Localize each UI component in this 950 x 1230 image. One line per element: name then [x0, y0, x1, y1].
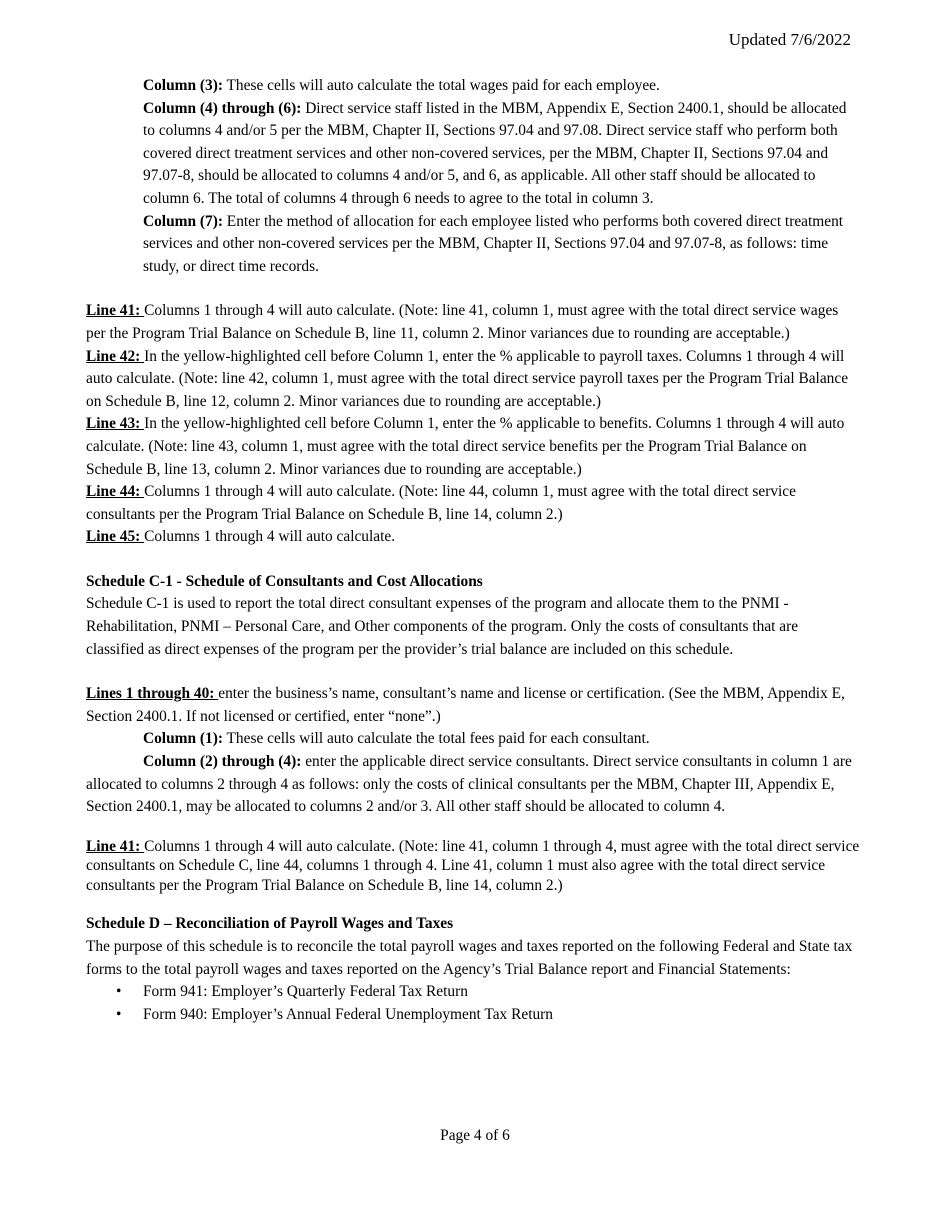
form-940-text: Form 940: Employer’s Annual Federal Unemployment Tax Return	[143, 1005, 553, 1023]
c1-column-1-label: Column (1):	[143, 730, 223, 748]
c1-column-1-paragraph	[86, 728, 860, 751]
lines-1-40-paragraph	[86, 683, 860, 728]
line-45-label: Line 45:	[86, 528, 145, 546]
c1-line-41-label: Line 41:	[86, 837, 145, 855]
line-41-paragraph	[86, 300, 860, 345]
line-42-label: Line 42:	[86, 347, 145, 365]
c1-line-41-paragraph	[86, 837, 860, 896]
line-45-text: Columns 1 through 4 will auto calculate.	[144, 528, 396, 546]
line-43-label: Line 43:	[86, 415, 145, 433]
schedule-d-heading: Schedule D – Reconciliation of Payroll Wages and Taxes	[86, 915, 454, 933]
column-7-label: Column (7):	[143, 212, 223, 230]
line-43-paragraph	[86, 413, 860, 481]
tax-form-list	[86, 981, 860, 1026]
column-3-paragraph	[86, 75, 860, 98]
bullet-icon: •	[116, 1005, 122, 1023]
line-43-text: In the yellow-highlighted cell before Column 1, enter the % applicable to benefits. Columns 1 through 4 will auto calculate. (Note: line 43, column 1, must agree with the total direct service benefits per the Program Trial Balance on Schedule B, line 13, column 2. Minor variances due to rounding are acceptable.)	[86, 415, 845, 478]
schedule-c1-intro: Schedule C-1 is used to report the total direct consultant expenses of the program and allocate them to the PNMI -Rehabilitation, PNMI – Personal Care, and Other components of the program. Only the costs of consultants that are classified as direct expenses of the program per the provider’s trial balance are included on this schedule.	[86, 595, 799, 658]
page-number: Page 4 of 6	[440, 1127, 510, 1144]
line-44-label: Line 44:	[86, 483, 145, 501]
c1-column-2-4-text: enter the applicable direct service consultants. Direct service consultants in column 1 are allocated to columns 2 through 4 as follows: only the costs of clinical consultants per the MBM, Chapter III, Appendix E, Section 2400.1, may be allocated to columns 2 and/or 3. All other staff should be allocated to column 4.	[86, 753, 852, 816]
schedule-c1-heading: Schedule C-1 - Schedule of Consultants and Cost Allocations	[86, 572, 483, 590]
line-44-paragraph	[86, 481, 860, 526]
column-7-paragraph	[86, 211, 860, 279]
column-3-text: These cells will auto calculate the total wages paid for each employee.	[222, 77, 660, 94]
c1-column-2-4-paragraph	[86, 751, 860, 819]
column-4-6-label: Column (4) through (6):	[143, 99, 302, 117]
form-941-text: Form 941: Employer’s Quarterly Federal Tax Return	[143, 983, 468, 1001]
page-content	[86, 75, 860, 1026]
lines-1-40-text: enter the business’s name, consultant’s name and license or certification. (See the MBM, Appendix E, Section 2400.1. If not licensed or certified, enter “none”.)	[86, 685, 845, 725]
column-3-label: Column (3):	[143, 77, 223, 94]
line-44-text: Columns 1 through 4 will auto calculate. (Note: line 44, column 1, must agree with the total direct service consultants per the Program Trial Balance on Schedule B, line 14, column 2.)	[86, 483, 796, 523]
c1-column-1-text: These cells will auto calculate the total fees paid for each consultant.	[222, 730, 650, 748]
c1-column-2-4-label: Column (2) through (4):	[143, 753, 302, 771]
c1-line-41-text: Columns 1 through 4 will auto calculate. (Note: line 41, column 1 through 4, must agree with the total direct service consultants on Schedule C, line 44, columns 1 through 4. Line 41, column 1 must also agree with the total direct service consultants per the Program Trial Balance on Schedule B, line 14, column 2.)	[86, 837, 860, 894]
line-41-label: Line 41:	[86, 302, 145, 320]
line-45-paragraph	[86, 526, 860, 549]
bullet-icon: •	[116, 983, 122, 1001]
list-item	[86, 1004, 860, 1027]
lines-1-40-label: Lines 1 through 40:	[86, 685, 219, 703]
line-42-text: In the yellow-highlighted cell before Column 1, enter the % applicable to payroll taxes. Columns 1 through 4 will auto calculate. (Note: line 42, column 1, must agree with the total direct service payroll taxes per the Program Trial Balance on Schedule B, line 12, column 2. Minor variances due to rounding are acceptable.)	[86, 347, 849, 410]
line-41-text: Columns 1 through 4 will auto calculate. (Note: line 41, column 1, must agree with the total direct service wages per the Program Trial Balance on Schedule B, line 11, column 2. Minor variances due to rounding are acceptable.)	[86, 302, 839, 342]
line-42-paragraph	[86, 346, 860, 414]
list-item	[86, 981, 860, 1004]
column-4-6-paragraph	[86, 98, 860, 211]
updated-date: Updated 7/6/2022	[728, 30, 851, 49]
schedule-d-intro: The purpose of this schedule is to reconcile the total payroll wages and taxes reported on the following Federal and State tax forms to the total payroll wages and taxes reported on the Agency’s Trial Balance report and Financial Statements:	[86, 937, 853, 978]
column-4-6-text: Direct service staff listed in the MBM, Appendix E, Section 2400.1, should be allocated to columns 4 and/or 5 per the MBM, Chapter II, Sections 97.04 and 97.08. Direct service staff who perform both covered direct treatment services and other non-covered services, per the MBM, Chapter II, Sections 97.04 and 97.07-8, should be allocated to columns 4 and/or 5, and 6, as applicable. All other staff should be allocated to column 6. The total of columns 4 through 6 needs to agree to the total in column 3.	[143, 99, 847, 207]
column-7-text: Enter the method of allocation for each employee listed who performs both covered direct treatment services and other non-covered services per the MBM, Chapter II, Sections 97.04 and 97.07-8, as follows: time study, or direct time records.	[143, 212, 844, 275]
